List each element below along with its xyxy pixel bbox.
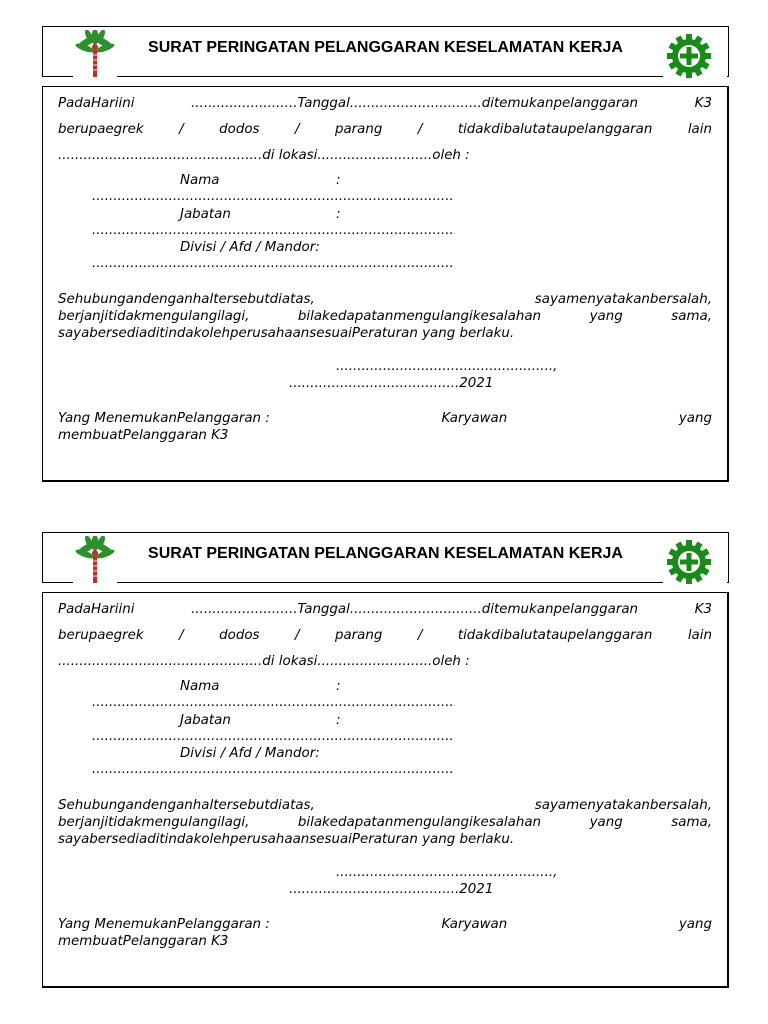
signature-labels [58,917,712,934]
k3-safety-gear-icon [665,32,713,80]
nama-field: ..................................................................................... [92,695,454,710]
statement-line-2 [58,815,712,832]
text-segment: berupaegrek [58,628,144,643]
place-line: ..................................................., [336,865,558,880]
text-segment: dodos [219,628,260,643]
text-segment: / [417,122,423,137]
text-segment: berupaegrek [58,122,144,137]
text-segment: / [179,628,184,643]
form-header [42,26,729,77]
text-segment: yang [678,411,712,426]
text-segment: Sehubungandenganhaltersebutdiatas, [58,292,315,307]
divisi-label: Divisi / Afd / Mandor: [180,746,320,761]
divisi-label: Divisi / Afd / Mandor: [180,240,320,255]
violation-type-line [58,628,712,645]
nama-label: Nama [180,679,220,694]
location-line: ................................................di lokasi...........................oleh : [58,654,470,669]
text-segment: dodos [219,122,260,137]
text-segment: K3 [694,602,712,617]
text-segment: sama, [671,815,712,830]
text-segment: parang [334,122,383,137]
form-title: SURAT PERINGATAN PELANGGARAN KESELAMATAN KERJA [148,39,623,56]
date-signature-line: ........................................2021 [289,376,494,391]
statement-line-1 [58,292,712,309]
nama-field: ..................................................................................... [92,189,454,204]
k3-safety-gear-icon [665,538,713,586]
text-segment: yang [678,917,712,932]
violation-type-line [58,122,712,139]
place-line: ..................................................., [336,359,558,374]
text-segment: tidakdibalutataupelanggaran [457,628,653,643]
text-segment: sama, [671,309,712,324]
text-segment: lain [687,122,712,137]
signature-label-cont: membuatPelanggaran K3 [58,934,229,949]
jabatan-label: Jabatan [180,713,231,728]
text-segment: Karyawan [441,917,508,932]
text-segment: bilakedapatanmengulangikesalahan [297,815,542,830]
jabatan-field: ..................................................................................... [92,729,454,744]
text-segment: sayamenyatakanbersalah, [534,798,712,813]
jabatan-label: Jabatan [180,207,231,222]
form-header [42,532,729,583]
text-segment: tidakdibalutataupelanggaran [457,122,653,137]
text-segment: yang [589,815,623,830]
jabatan-colon: : [336,207,341,222]
text-segment: yang [589,309,623,324]
divisi-field: ..................................................................................... [92,762,454,777]
text-segment: / [417,628,423,643]
date-line [58,96,712,113]
text-segment: bilakedapatanmengulangikesalahan [297,309,542,324]
text-segment: Yang MenemukanPelanggaran : [58,411,270,426]
signature-label-cont: membuatPelanggaran K3 [58,428,229,443]
text-segment: Yang MenemukanPelanggaran : [58,917,270,932]
text-segment: lain [687,628,712,643]
text-segment: PadaHariini [58,602,135,617]
text-segment: PadaHariini [58,96,135,111]
warning-form-2 [42,532,729,988]
statement-line-1 [58,798,712,815]
nama-label: Nama [180,173,220,188]
text-segment: berjanjitidakmengulangilagi, [58,815,250,830]
text-segment: / [294,628,300,643]
form-body [42,592,729,988]
location-line: ................................................di lokasi...........................oleh : [58,148,470,163]
jabatan-colon: : [336,713,341,728]
text-segment: K3 [694,96,712,111]
text-segment: parang [334,628,383,643]
signature-labels [58,411,712,428]
text-segment: / [294,122,300,137]
text-segment: .........................Tanggal...............................ditemukanpelanggaran [191,602,639,617]
form-body [42,86,729,482]
text-segment: Karyawan [441,411,508,426]
jabatan-field: ..................................................................................... [92,223,454,238]
warning-form-1 [42,26,729,482]
date-line [58,602,712,619]
text-segment: sayamenyatakanbersalah, [534,292,712,307]
text-segment: .........................Tanggal...............................ditemukanpelanggaran [191,96,639,111]
text-segment: Sehubungandenganhaltersebutdiatas, [58,798,315,813]
nama-colon: : [336,173,341,188]
form-title: SURAT PERINGATAN PELANGGARAN KESELAMATAN KERJA [148,545,623,562]
divisi-field: ..................................................................................... [92,256,454,271]
text-segment: berjanjitidakmengulangilagi, [58,309,250,324]
statement-line-3: sayabersediaditindakolehperusahaansesuaiPeraturan yang berlaku. [58,832,515,847]
statement-line-2 [58,309,712,326]
statement-line-3: sayabersediaditindakolehperusahaansesuaiPeraturan yang berlaku. [58,326,515,341]
date-signature-line: ........................................2021 [289,882,494,897]
nama-colon: : [336,679,341,694]
text-segment: / [179,122,184,137]
